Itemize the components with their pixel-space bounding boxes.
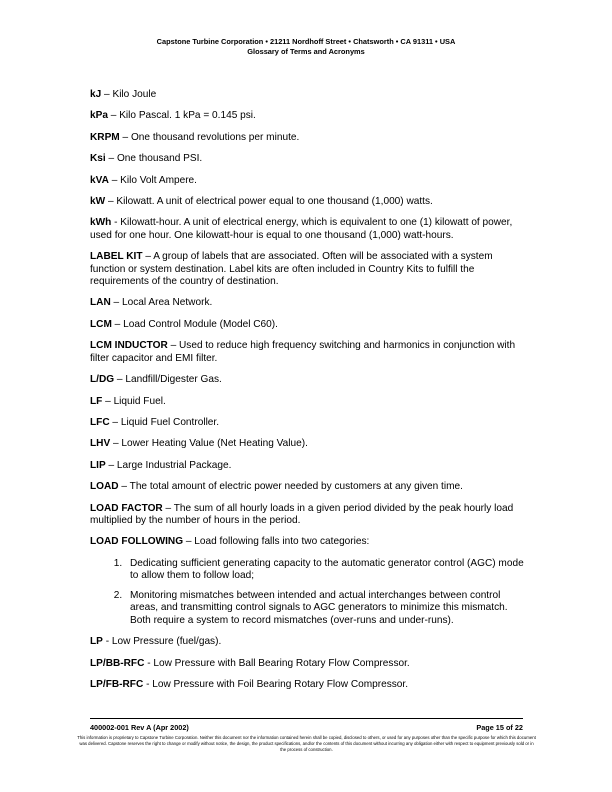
entry-definition: – A group of labels that are associated. Often will be associated with a system function or system destination. Label kits are often included in Country Kits to fulfill the requirements of the country of destination.: [90, 251, 493, 288]
entry-term: LP: [90, 636, 103, 648]
entry-definition: – Liquid Fuel Controller.: [109, 416, 220, 428]
entry-term: kJ: [90, 89, 102, 100]
entry-term: LOAD FACTOR: [90, 502, 163, 514]
entry-term: LIP: [90, 459, 106, 471]
glossary-entry: [90, 481, 530, 493]
load-following-list: [90, 558, 530, 628]
page-header: [0, 37, 612, 57]
page-number: Page 15 of 22: [476, 723, 523, 732]
entry-term: LFC: [90, 416, 110, 428]
page-footer: [77, 718, 536, 754]
entry-term: LCM INDUCTOR: [90, 340, 168, 352]
entry-definition: - Kilowatt-hour. A unit of electrical energy, which is equivalent to one (1) kilowatt of power, used for one hour. One kilowatt-hour is equal to one thousand (1,000) watt-hours.: [90, 217, 513, 241]
footer-row: [90, 723, 523, 732]
entry-term: LOAD FOLLOWING: [90, 536, 184, 548]
glossary-entry: [90, 503, 530, 528]
entry-definition: – Load following falls into two categories:: [183, 536, 370, 548]
entry-term: kW: [90, 196, 106, 208]
glossary-entry: [90, 196, 530, 208]
entry-definition: – Kilo Pascal. 1 kPa = 0.145 psi.: [107, 110, 256, 122]
footer-divider: [90, 718, 523, 719]
document-title: Glossary of Terms and Acronyms: [247, 47, 365, 57]
glossary-entry: [90, 319, 530, 331]
entry-definition: – The sum of all hourly loads in a given period divided by the peak hourly load multiplied by the number of hours in the period.: [90, 502, 514, 526]
glossary-entry: [90, 374, 530, 386]
entry-definition: – Kilo Joule: [101, 89, 157, 100]
entry-definition: – Used to reduce high frequency switching and harmonics in conjunction with filter capacitor and EMI filter.: [90, 340, 516, 364]
glossary-entry: [90, 438, 530, 450]
glossary-entry: [90, 217, 530, 242]
entry-definition: – One thousand PSI.: [105, 153, 203, 165]
entry-term: KRPM: [90, 131, 120, 143]
entry-definition: – The total amount of electric power needed by customers at any given time.: [118, 481, 463, 493]
company-address: Capstone Turbine Corporation • 21211 Nordhoff Street • Chatsworth • CA 91311 • USA: [156, 37, 456, 46]
glossary-entry: [90, 658, 530, 670]
entry-term: LAN: [90, 297, 111, 309]
list-item: 1. Dedicating sufficient generating capacity to the automatic generator control (AGC) mode to allow them to follow load;: [125, 558, 530, 583]
entry-term: kWh: [90, 217, 112, 229]
glossary-entry: [90, 132, 530, 144]
list-item: 2. Monitoring mismatches between intended and actual interchanges between control areas, and transmitting control signals to AGC generators to minimize this mismatch. Both require a system to record mismatches (over-runs and under-runs).: [125, 590, 530, 627]
entry-definition: – Landfill/Digester Gas.: [114, 374, 222, 386]
glossary-entry: [90, 110, 530, 122]
glossary-entry: [90, 417, 530, 429]
document-number: 400002-001 Rev A (Apr 2002): [90, 723, 189, 732]
glossary-entry: [90, 536, 530, 548]
entry-definition: – Kilo Volt Ampere.: [108, 174, 197, 186]
entry-definition: - Low Pressure (fuel/gas).: [102, 636, 222, 648]
entry-term: kVA: [90, 174, 109, 186]
proprietary-notice: This information is proprietary to Capstone Turbine Corporation. Neither this document nor the information contained herein shall be copied, disclosed to others, or used for any purposes other than the specific purpose for which this document was delivered. Capstone reserves the right to change or modify without notice, the design, the product specifications, and/or the contents of this document without incurring any obligation either with respect to equipment previously sold or in the process of construction.: [77, 735, 536, 753]
entry-definition: – Load Control Module (Model C60).: [111, 318, 278, 330]
glossary-entry: [90, 636, 530, 648]
entry-definition: - Low Pressure with Ball Bearing Rotary Flow Compressor.: [144, 657, 410, 669]
glossary-body: [90, 89, 530, 701]
entry-term: LHV: [90, 438, 111, 450]
entry-term: LF: [90, 395, 103, 407]
entry-definition: – Kilowatt. A unit of electrical power equal to one thousand (1,000) watts.: [105, 196, 433, 208]
glossary-entry: [90, 396, 530, 408]
entry-term: L/DG: [90, 374, 115, 386]
glossary-entry: [90, 175, 530, 187]
entry-term: Ksi: [90, 153, 106, 165]
glossary-entry: [90, 679, 530, 691]
entry-term: LOAD: [90, 481, 119, 493]
glossary-entry: [90, 297, 530, 309]
entry-term: LABEL KIT: [90, 251, 143, 263]
entry-definition: – Large Industrial Package.: [105, 459, 232, 471]
entry-definition: – Lower Heating Value (Net Heating Value).: [110, 438, 308, 450]
entry-definition: – One thousand revolutions per minute.: [119, 131, 300, 143]
entry-term: LCM: [90, 318, 112, 330]
glossary-entry: [90, 251, 530, 288]
entry-term: LP/FB-RFC: [90, 679, 144, 691]
glossary-entry: [90, 89, 530, 101]
entry-definition: - Low Pressure with Foil Bearing Rotary Flow Compressor.: [143, 679, 409, 691]
entry-term: LP/BB-RFC: [90, 657, 145, 669]
glossary-entry: [90, 153, 530, 165]
entry-definition: – Local Area Network.: [110, 297, 213, 309]
glossary-entry: [90, 340, 530, 365]
entry-definition: – Liquid Fuel.: [102, 395, 166, 407]
entry-term: kPa: [90, 110, 108, 122]
glossary-entry: [90, 460, 530, 472]
